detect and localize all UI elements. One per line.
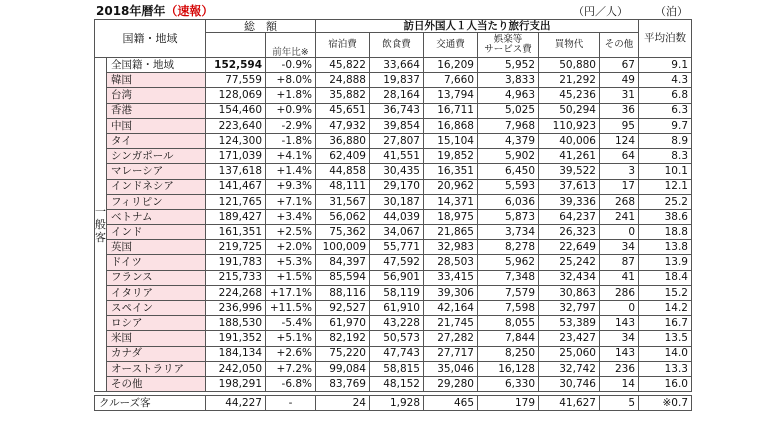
cell-transport: 35,046: [424, 361, 478, 376]
cell-yoy: +4.1%: [266, 149, 316, 164]
cell-shopping: 50,880: [539, 58, 600, 73]
side-label-char: 客: [95, 231, 106, 245]
cell-food: 1,928: [370, 396, 424, 411]
cell-lodging: 92,527: [316, 301, 370, 316]
side-label-general: [95, 58, 107, 392]
row-name: 英国: [107, 240, 206, 255]
header-lodging: 宿泊費: [316, 33, 370, 58]
cell-shopping: 53,389: [539, 316, 600, 331]
cell-shopping: 64,237: [539, 209, 600, 224]
cell-transport: 33,415: [424, 270, 478, 285]
row-name: オーストラリア: [107, 361, 206, 376]
row-name: 韓国: [107, 73, 206, 88]
cell-entertainment: 6,036: [478, 194, 539, 209]
cell-lodging: 47,932: [316, 118, 370, 133]
cell-nights: 18.4: [639, 270, 692, 285]
header-total: 総 額: [206, 20, 316, 33]
cell-lodging: 75,220: [316, 346, 370, 361]
cell-nights: 4.3: [639, 73, 692, 88]
row-name: タイ: [107, 133, 206, 148]
table-row: [95, 361, 692, 376]
row-name: クルーズ客: [95, 396, 206, 411]
cell-food: 44,039: [370, 209, 424, 224]
title-year: 2018年暦年: [96, 4, 166, 18]
cell-nights: 15.2: [639, 285, 692, 300]
cell-shopping: 26,323: [539, 225, 600, 240]
table-row: [95, 270, 692, 285]
cell-transport: 465: [424, 396, 478, 411]
cell-food: 56,901: [370, 270, 424, 285]
row-name: 米国: [107, 331, 206, 346]
row-name: イタリア: [107, 285, 206, 300]
cell-shopping: 30,746: [539, 376, 600, 391]
header-shopping: 買物代: [539, 33, 600, 58]
cell-nights: 10.1: [639, 164, 692, 179]
cell-food: 28,164: [370, 88, 424, 103]
cell-nights: 13.5: [639, 331, 692, 346]
cell-total: 141,467: [206, 179, 266, 194]
cell-food: 58,815: [370, 361, 424, 376]
cell-transport: 18,975: [424, 209, 478, 224]
cell-other: 3: [600, 164, 639, 179]
cell-other: 0: [600, 301, 639, 316]
cell-entertainment: 3,734: [478, 225, 539, 240]
cell-shopping: 25,242: [539, 255, 600, 270]
cell-food: 47,592: [370, 255, 424, 270]
cell-entertainment: 5,902: [478, 149, 539, 164]
cell-nights: 9.7: [639, 118, 692, 133]
cell-nights: 16.7: [639, 316, 692, 331]
cell-lodging: 82,192: [316, 331, 370, 346]
cell-shopping: 32,797: [539, 301, 600, 316]
row-name: スペイン: [107, 301, 206, 316]
cell-yoy: -6.8%: [266, 376, 316, 391]
cell-lodging: 35,882: [316, 88, 370, 103]
row-name: シンガポール: [107, 149, 206, 164]
cell-entertainment: 5,593: [478, 179, 539, 194]
cell-other: 87: [600, 255, 639, 270]
cell-lodging: 100,009: [316, 240, 370, 255]
header-region: 国籍・地域: [95, 20, 206, 58]
cell-total: 198,291: [206, 376, 266, 391]
cell-nights: 13.8: [639, 240, 692, 255]
cell-other: 14: [600, 376, 639, 391]
cell-other: 95: [600, 118, 639, 133]
cell-total: 152,594: [206, 58, 266, 73]
cell-yoy: -1.8%: [266, 133, 316, 148]
cell-nights: ※0.7: [639, 396, 692, 411]
table-row: [95, 179, 692, 194]
cell-other: 5: [600, 396, 639, 411]
cell-other: 0: [600, 225, 639, 240]
cell-entertainment: 7,598: [478, 301, 539, 316]
cell-lodging: 48,111: [316, 179, 370, 194]
cell-total: 124,300: [206, 133, 266, 148]
row-name: 全国籍・地域: [107, 58, 206, 73]
cell-yoy: +1.8%: [266, 88, 316, 103]
cell-total: 191,352: [206, 331, 266, 346]
row-name: ベトナム: [107, 209, 206, 224]
cell-food: 61,910: [370, 301, 424, 316]
cell-total: 223,640: [206, 118, 266, 133]
cell-shopping: 23,427: [539, 331, 600, 346]
table-row: [95, 133, 692, 148]
cell-entertainment: 5,952: [478, 58, 539, 73]
cell-lodging: 36,880: [316, 133, 370, 148]
cell-shopping: 41,627: [539, 396, 600, 411]
header-entertainment: 娯楽等 サービス費: [478, 33, 539, 58]
cell-shopping: 50,294: [539, 103, 600, 118]
cell-shopping: 22,649: [539, 240, 600, 255]
cell-entertainment: 4,963: [478, 88, 539, 103]
report-title: [96, 2, 213, 19]
cell-yoy: +3.4%: [266, 209, 316, 224]
header-spend-group: 訪日外国人１人当たり旅行支出: [316, 20, 639, 33]
row-name: ロシア: [107, 316, 206, 331]
cell-entertainment: 8,055: [478, 316, 539, 331]
cell-food: 30,435: [370, 164, 424, 179]
cell-nights: 14.2: [639, 301, 692, 316]
cell-shopping: 39,336: [539, 194, 600, 209]
cell-yoy: +7.1%: [266, 194, 316, 209]
cell-food: 47,743: [370, 346, 424, 361]
cell-entertainment: 8,278: [478, 240, 539, 255]
cell-yoy: +5.3%: [266, 255, 316, 270]
cell-shopping: 110,923: [539, 118, 600, 133]
cell-yoy: +11.5%: [266, 301, 316, 316]
cell-transport: 27,717: [424, 346, 478, 361]
cell-other: 241: [600, 209, 639, 224]
cell-lodging: 24: [316, 396, 370, 411]
cell-lodging: 56,062: [316, 209, 370, 224]
row-name: フランス: [107, 270, 206, 285]
table-row: [95, 225, 692, 240]
cell-total: 121,765: [206, 194, 266, 209]
cell-transport: 29,280: [424, 376, 478, 391]
row-name: フィリピン: [107, 194, 206, 209]
table-row-all: [95, 58, 692, 73]
cell-total: 242,050: [206, 361, 266, 376]
cell-nights: 38.6: [639, 209, 692, 224]
cell-shopping: 21,292: [539, 73, 600, 88]
row-name: ドイツ: [107, 255, 206, 270]
cell-food: 58,119: [370, 285, 424, 300]
cell-food: 33,664: [370, 58, 424, 73]
cell-yoy: +2.5%: [266, 225, 316, 240]
cell-nights: 6.3: [639, 103, 692, 118]
cell-transport: 16,868: [424, 118, 478, 133]
cell-entertainment: 7,844: [478, 331, 539, 346]
cell-entertainment: 6,330: [478, 376, 539, 391]
cell-other: 143: [600, 316, 639, 331]
cell-lodging: 45,822: [316, 58, 370, 73]
cell-entertainment: 16,128: [478, 361, 539, 376]
cell-other: 31: [600, 88, 639, 103]
cell-nights: 8.3: [639, 149, 692, 164]
table-row: [95, 301, 692, 316]
cell-other: 236: [600, 361, 639, 376]
cell-yoy: +5.1%: [266, 331, 316, 346]
cell-lodging: 44,858: [316, 164, 370, 179]
table-row-cruise: [95, 396, 692, 411]
cell-food: 50,573: [370, 331, 424, 346]
cell-yoy: -5.4%: [266, 316, 316, 331]
row-name: 中国: [107, 118, 206, 133]
cell-food: 19,837: [370, 73, 424, 88]
header-yoy: 前年比※: [266, 33, 316, 58]
cell-entertainment: 4,379: [478, 133, 539, 148]
cell-total: 219,725: [206, 240, 266, 255]
cell-shopping: 39,522: [539, 164, 600, 179]
cell-other: 41: [600, 270, 639, 285]
cell-nights: 9.1: [639, 58, 692, 73]
cell-yoy: +0.9%: [266, 103, 316, 118]
table-row: [95, 331, 692, 346]
cell-transport: 39,306: [424, 285, 478, 300]
cell-yoy: -: [266, 396, 316, 411]
cell-other: 34: [600, 331, 639, 346]
cell-shopping: 32,434: [539, 270, 600, 285]
cell-transport: 7,660: [424, 73, 478, 88]
table-row: [95, 209, 692, 224]
cell-total: 161,351: [206, 225, 266, 240]
cell-entertainment: 3,833: [478, 73, 539, 88]
table-row: [95, 194, 692, 209]
unit-nights-label: （泊）: [655, 5, 688, 18]
unit-yen-label: （円／人）: [573, 5, 628, 18]
cell-food: 36,743: [370, 103, 424, 118]
cell-total: 154,460: [206, 103, 266, 118]
cell-nights: 16.0: [639, 376, 692, 391]
cell-other: 143: [600, 346, 639, 361]
table-row: [95, 285, 692, 300]
cell-yoy: -0.9%: [266, 58, 316, 73]
cell-total: 44,227: [206, 396, 266, 411]
cell-lodging: 31,567: [316, 194, 370, 209]
header-total-blank: [206, 33, 266, 58]
cell-food: 27,807: [370, 133, 424, 148]
cell-shopping: 32,742: [539, 361, 600, 376]
cell-nights: 13.9: [639, 255, 692, 270]
cell-yoy: +1.5%: [266, 270, 316, 285]
cell-food: 30,187: [370, 194, 424, 209]
cell-yoy: +2.0%: [266, 240, 316, 255]
cell-food: 29,170: [370, 179, 424, 194]
cell-lodging: 24,888: [316, 73, 370, 88]
cell-total: 189,427: [206, 209, 266, 224]
cell-other: 64: [600, 149, 639, 164]
cell-shopping: 41,261: [539, 149, 600, 164]
row-name: インドネシア: [107, 179, 206, 194]
header-transport: 交通費: [424, 33, 478, 58]
table-row: [95, 103, 692, 118]
cell-total: 77,559: [206, 73, 266, 88]
cell-yoy: +17.1%: [266, 285, 316, 300]
header-other: その他: [600, 33, 639, 58]
cell-transport: 21,865: [424, 225, 478, 240]
side-label-char: 般: [95, 217, 106, 231]
cell-lodging: 85,594: [316, 270, 370, 285]
side-label-char: 一: [95, 204, 106, 218]
cell-nights: 8.9: [639, 133, 692, 148]
row-name: マレーシア: [107, 164, 206, 179]
cell-transport: 16,351: [424, 164, 478, 179]
cell-total: 191,783: [206, 255, 266, 270]
cell-transport: 21,745: [424, 316, 478, 331]
cell-food: 39,854: [370, 118, 424, 133]
cell-shopping: 45,236: [539, 88, 600, 103]
cell-entertainment: 7,968: [478, 118, 539, 133]
table-row: [95, 88, 692, 103]
cell-total: 128,069: [206, 88, 266, 103]
cell-shopping: 37,613: [539, 179, 600, 194]
cell-yoy: -2.9%: [266, 118, 316, 133]
cell-entertainment: 5,873: [478, 209, 539, 224]
cell-other: 124: [600, 133, 639, 148]
cell-lodging: 61,970: [316, 316, 370, 331]
cell-nights: 12.1: [639, 179, 692, 194]
cell-lodging: 75,362: [316, 225, 370, 240]
cell-nights: 6.8: [639, 88, 692, 103]
cell-other: 17: [600, 179, 639, 194]
cell-transport: 14,371: [424, 194, 478, 209]
cell-transport: 16,209: [424, 58, 478, 73]
cell-nights: 25.2: [639, 194, 692, 209]
cell-transport: 16,711: [424, 103, 478, 118]
cell-lodging: 83,769: [316, 376, 370, 391]
cell-lodging: 62,409: [316, 149, 370, 164]
table-row: [95, 240, 692, 255]
title-flag: （速報）: [165, 4, 214, 18]
row-name: カナダ: [107, 346, 206, 361]
cell-total: 137,618: [206, 164, 266, 179]
cell-total: 171,039: [206, 149, 266, 164]
cell-total: 184,134: [206, 346, 266, 361]
header-food: 飲食費: [370, 33, 424, 58]
row-name: 台湾: [107, 88, 206, 103]
cell-shopping: 30,863: [539, 285, 600, 300]
cell-other: 67: [600, 58, 639, 73]
cell-total: 224,268: [206, 285, 266, 300]
row-name: その他: [107, 376, 206, 391]
cell-total: 215,733: [206, 270, 266, 285]
cell-transport: 20,962: [424, 179, 478, 194]
cell-entertainment: 179: [478, 396, 539, 411]
cell-transport: 13,794: [424, 88, 478, 103]
cell-other: 286: [600, 285, 639, 300]
cell-entertainment: 5,962: [478, 255, 539, 270]
cell-transport: 28,503: [424, 255, 478, 270]
cell-shopping: 25,060: [539, 346, 600, 361]
row-name: 香港: [107, 103, 206, 118]
cell-transport: 27,282: [424, 331, 478, 346]
table-row: [95, 255, 692, 270]
cell-total: 188,530: [206, 316, 266, 331]
header-nights: 平均泊数: [639, 20, 692, 58]
cell-total: 236,996: [206, 301, 266, 316]
table-row: [95, 118, 692, 133]
table-row: [95, 316, 692, 331]
cell-shopping: 40,006: [539, 133, 600, 148]
cell-entertainment: 7,348: [478, 270, 539, 285]
cell-entertainment: 7,579: [478, 285, 539, 300]
cell-yoy: +9.3%: [266, 179, 316, 194]
cell-entertainment: 5,025: [478, 103, 539, 118]
cell-entertainment: 8,250: [478, 346, 539, 361]
cell-yoy: +2.6%: [266, 346, 316, 361]
table-row: [95, 346, 692, 361]
cell-other: 36: [600, 103, 639, 118]
cell-yoy: +1.4%: [266, 164, 316, 179]
cell-nights: 13.3: [639, 361, 692, 376]
cell-other: 34: [600, 240, 639, 255]
cell-yoy: +8.0%: [266, 73, 316, 88]
cell-food: 34,067: [370, 225, 424, 240]
cell-food: 43,228: [370, 316, 424, 331]
cell-transport: 15,104: [424, 133, 478, 148]
cell-yoy: +7.2%: [266, 361, 316, 376]
cell-entertainment: 6,450: [478, 164, 539, 179]
spending-table: [94, 19, 692, 411]
cell-food: 41,551: [370, 149, 424, 164]
cell-other: 268: [600, 194, 639, 209]
cell-food: 55,771: [370, 240, 424, 255]
table-row: [95, 376, 692, 391]
cell-nights: 18.8: [639, 225, 692, 240]
cell-transport: 32,983: [424, 240, 478, 255]
cell-lodging: 45,651: [316, 103, 370, 118]
table-row: [95, 73, 692, 88]
table-row: [95, 149, 692, 164]
cell-other: 49: [600, 73, 639, 88]
row-name: インド: [107, 225, 206, 240]
cell-nights: 14.0: [639, 346, 692, 361]
cell-lodging: 99,084: [316, 361, 370, 376]
cell-lodging: 84,397: [316, 255, 370, 270]
table-row: [95, 164, 692, 179]
cell-food: 48,152: [370, 376, 424, 391]
cell-transport: 19,852: [424, 149, 478, 164]
cell-lodging: 88,116: [316, 285, 370, 300]
cell-transport: 42,164: [424, 301, 478, 316]
